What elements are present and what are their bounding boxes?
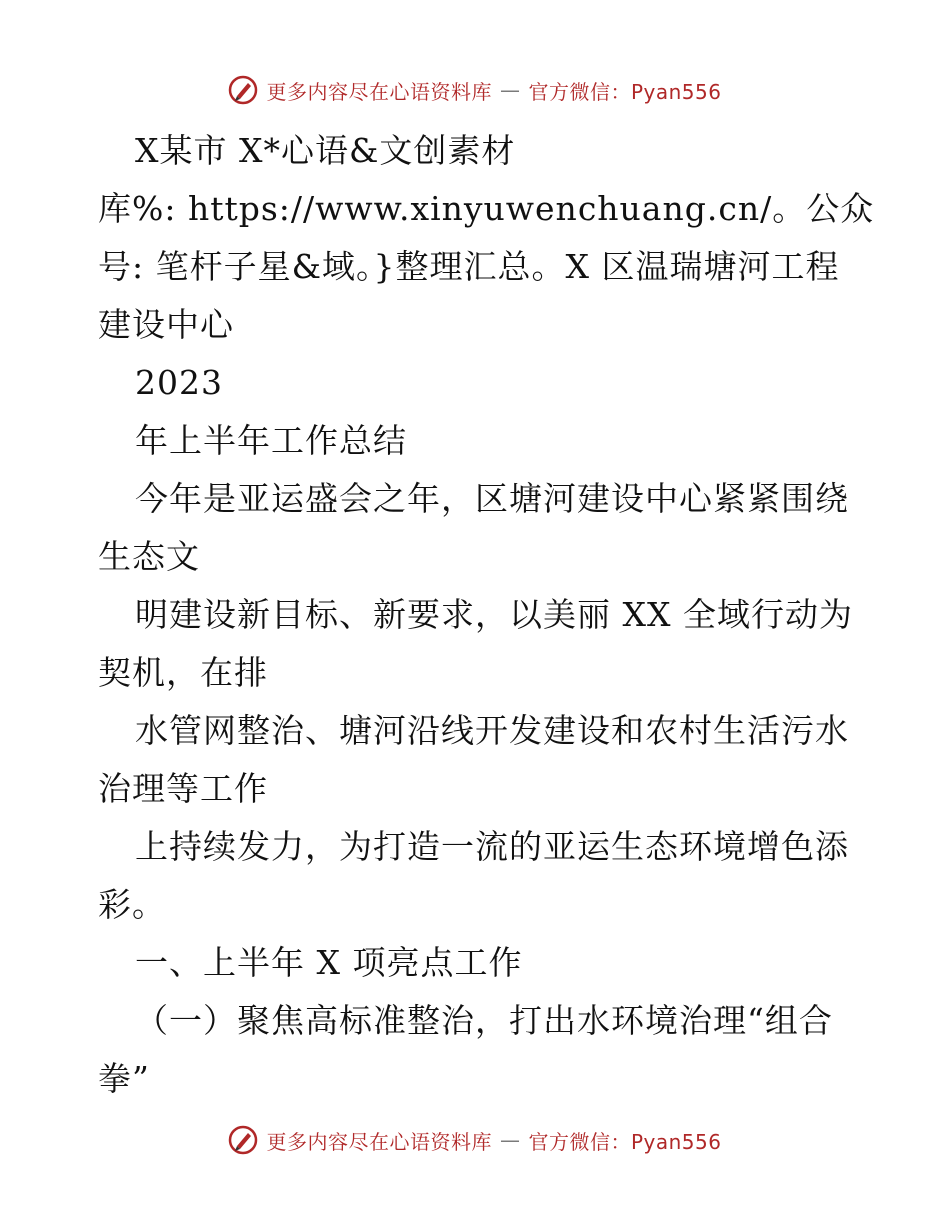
doc-line: 拳”: [98, 1059, 150, 1098]
pen-logo-icon: [228, 1125, 258, 1155]
doc-line: 年上半年工作总结: [135, 421, 407, 460]
doc-line: 彩。: [98, 885, 166, 924]
doc-line: 库%: https://www.xinyuwenchuang.cn/。公众: [98, 189, 875, 228]
banner-dash: —: [499, 1128, 521, 1152]
doc-line: 号: 笔杆子星&域。}整理汇总。X 区温瑞塘河工程: [98, 247, 840, 286]
doc-line: 今年是亚运盛会之年，区塘河建设中心紧紧围绕: [135, 479, 849, 518]
doc-line: 明建设新目标、新要求，以美丽 XX 全域行动为: [135, 595, 853, 634]
doc-line: 水管网整治、塘河沿线开发建设和农村生活污水: [135, 711, 849, 750]
doc-line: 契机，在排: [98, 653, 268, 692]
banner-text: 更多内容尽在心语资料库: [266, 79, 492, 104]
doc-line: 治理等工作: [98, 769, 268, 808]
section-heading: 一、上半年 X 项亮点工作: [135, 943, 523, 982]
doc-line: X某市 X*心语&文创素材: [135, 131, 516, 170]
doc-line: 上持续发力，为打造一流的亚运生态环境增色添: [135, 827, 849, 866]
banner-dash: —: [499, 78, 521, 102]
banner-contact: 官方微信：Pyan556: [528, 79, 722, 104]
header-banner: [0, 70, 950, 110]
pen-logo-icon: [228, 75, 258, 105]
doc-line: 生态文: [98, 537, 200, 576]
footer-banner: [0, 1120, 950, 1160]
subsection-heading: （一）聚焦高标准整治，打出水环境治理“组合: [135, 1001, 833, 1040]
doc-line: 建设中心: [98, 305, 234, 344]
banner-text: 更多内容尽在心语资料库: [266, 1129, 492, 1154]
doc-line: 2023: [135, 363, 223, 402]
banner-contact: 官方微信：Pyan556: [528, 1129, 722, 1154]
document-body: [98, 122, 875, 1108]
